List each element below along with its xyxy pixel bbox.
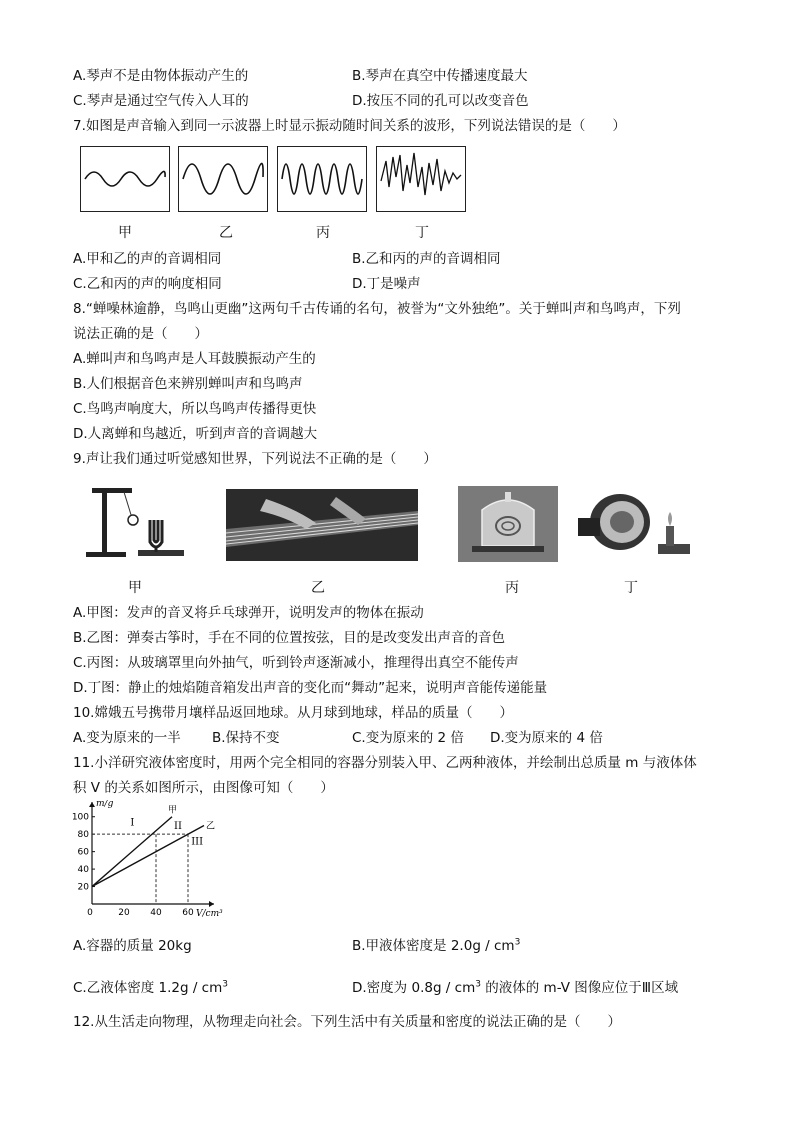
q7-option-b: B.乙和丙的声的音调相同 xyxy=(352,251,501,267)
x-tick-label: 20 xyxy=(118,908,130,918)
waveform-ding xyxy=(376,146,466,212)
q6-option-c: C.琴声是通过空气传入人耳的 xyxy=(73,93,249,109)
x-axis-arrow xyxy=(209,901,214,907)
q9-caption-jia: 甲 xyxy=(128,580,142,596)
caption-ding: 丁 xyxy=(415,225,429,241)
q8-option-c: C.鸟鸣声响度大，所以鸟鸣声传播得更快 xyxy=(73,401,317,417)
q8-option-a: A.蝉叫声和鸟鸣声是人耳鼓膜振动产生的 xyxy=(73,351,316,367)
series-label-jia: 甲 xyxy=(168,805,178,816)
caption-jia: 甲 xyxy=(118,225,132,241)
y-tick-label: 20 xyxy=(77,882,89,893)
q9-option-b: B.乙图：弹奏古筝时，手在不同的位置按弦，目的是改变发出声音的音色 xyxy=(73,630,506,646)
waveform-bing xyxy=(277,146,367,212)
q12-stem: 12.从生活走向物理，从物理走向社会。下列生活中有关质量和密度的说法正确的是（ ） xyxy=(73,1014,621,1030)
q9-caption-ding: 丁 xyxy=(624,580,638,596)
q9-option-d: D.丁图：静止的烛焰随音箱发出声音的变化而“舞动”起来，说明声音能传递能量 xyxy=(73,680,548,696)
q11-stem-line2: 积 V 的关系如图所示，由图像可知（ ） xyxy=(73,780,334,796)
q10-option-c: C.变为原来的 2 倍 xyxy=(352,730,464,746)
q11-option-b: B.甲液体密度是 $2.0g / cm^3$ xyxy=(352,937,521,954)
y-tick-label: 60 xyxy=(77,847,89,858)
x-axis-label: V/cm³ xyxy=(196,909,223,919)
q10-option-a: A.变为原来的一半 xyxy=(73,730,181,746)
q11-option-a: A.容器的质量 20kg xyxy=(73,938,192,954)
y-axis-label: m/g xyxy=(96,800,114,809)
x-tick-label: 40 xyxy=(150,908,162,918)
tuning-fork-apparatus-image xyxy=(78,480,206,564)
q11-option-c: C.乙液体密度 $1.2g / cm^3$ xyxy=(73,979,228,996)
region-label-2: II xyxy=(174,820,182,832)
mass-volume-chart xyxy=(68,800,228,922)
q10-option-d: D.变为原来的 4 倍 xyxy=(490,730,603,746)
q11-option-d: D.密度为 $0.8g / cm^3$ 的液体的 m-V 图像应位于Ⅲ区域 xyxy=(352,979,679,996)
q6-option-b: B.琴声在真空中传播速度最大 xyxy=(352,68,528,84)
q7-option-a: A.甲和乙的声的音调相同 xyxy=(73,251,222,267)
q10-option-b: B.保持不变 xyxy=(212,730,280,746)
q9-option-c: C.丙图：从玻璃罩里向外抽气，听到铃声逐渐减小，推理得出真空不能传声 xyxy=(73,655,519,671)
q6-option-d: D.按压不同的孔可以改变音色 xyxy=(352,93,529,109)
q7-option-c: C.乙和丙的声的响度相同 xyxy=(73,276,222,292)
guzheng-photo xyxy=(226,489,418,561)
q9-caption-yi: 乙 xyxy=(311,580,325,596)
q9-caption-bing: 丙 xyxy=(505,580,519,596)
caption-yi: 乙 xyxy=(219,225,233,241)
q9-option-a: A.甲图：发声的音叉将乒乓球弹开，说明发声的物体在振动 xyxy=(73,605,424,621)
q11-stem-line1: 11.小洋研究液体密度时，用两个完全相同的容器分别装入甲、乙两种液体，并绘制出总质量 m 与液体体 xyxy=(73,755,697,771)
region-label-3: III xyxy=(191,836,204,848)
waveform-jia xyxy=(80,146,170,212)
y-axis-arrow xyxy=(89,802,95,807)
bell-jar-photo xyxy=(458,486,558,562)
y-tick-label: 80 xyxy=(77,830,89,841)
q9-stem: 9.声让我们通过听觉感知世界，下列说法不正确的是（ ） xyxy=(73,451,437,467)
waveform-yi xyxy=(178,146,268,212)
q10-stem: 10.嫦娥五号携带月壤样品返回地球。从月球到地球，样品的质量（ ） xyxy=(73,705,513,721)
x-tick-label: 60 xyxy=(182,908,194,918)
q7-option-d: D.丁是噪声 xyxy=(352,276,421,292)
q7-stem: 7.如图是声音输入到同一示波器上时显示振动随时间关系的波形，下列说法错误的是（ ） xyxy=(73,118,626,134)
q6-option-a: A.琴声不是由物体振动产生的 xyxy=(73,68,249,84)
series-label-yi: 乙 xyxy=(206,821,216,832)
q8-stem-line1: 8.“蝉噪林逾静，鸟鸣山更幽”这两句千古传诵的名句，被誉为“文外独绝”。关于蝉叫声和鸟鸣声，下列 xyxy=(73,301,681,317)
q8-stem-line2: 说法正确的是（ ） xyxy=(73,326,208,342)
y-tick-label: 40 xyxy=(77,865,89,876)
q8-option-b: B.人们根据音色来辨别蝉叫声和鸟鸣声 xyxy=(73,376,303,392)
x-tick-label: 0 xyxy=(87,908,93,918)
caption-bing: 丙 xyxy=(316,225,330,241)
q8-option-d: D.人离蝉和鸟越近，听到声音的音调越大 xyxy=(73,426,318,442)
speaker-candle-image xyxy=(574,490,698,560)
region-label-1: I xyxy=(130,817,135,829)
y-tick-label: 100 xyxy=(71,812,89,823)
